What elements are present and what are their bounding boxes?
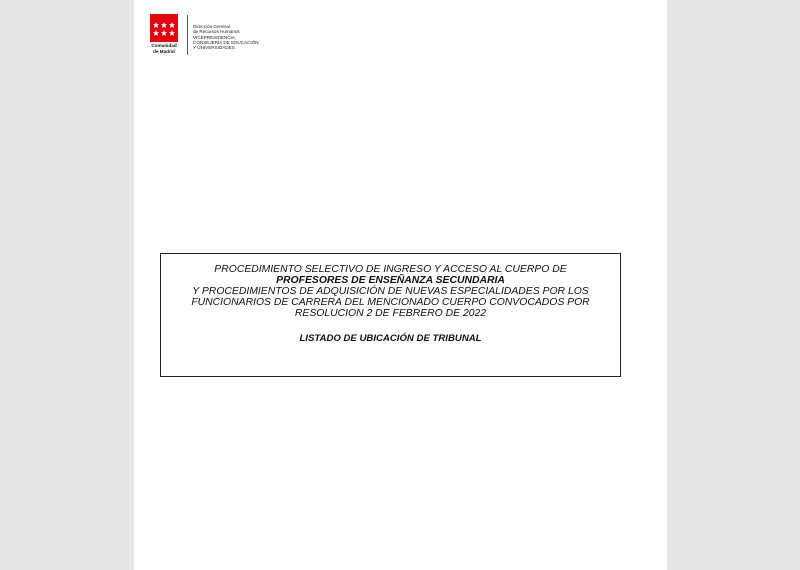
title-line-3: Y PROCEDIMIENTOS DE ADQUISICIÓN DE NUEVAS ESPECIALIDADES POR LOS [192,286,589,297]
logo-divider [187,15,188,55]
dept-line: Dirección General [193,24,230,29]
title-line-4: FUNCIONARIOS DE CARRERA DEL MENCIONADO CUERPO CONVOCADOS POR [191,297,590,308]
dept-line: CONSEJERÍA DE EDUCACIÓN [193,39,259,45]
dept-line: Y UNIVERSIDADES [193,45,235,51]
logo-name-line2: de Madrid [153,48,175,54]
dept-line: VICEPRESIDENCIA, [193,34,237,40]
listing-heading: LISTADO DE UBICACIÓN DE TRIBUNAL [299,333,482,344]
department-name [193,24,283,50]
dept-line: de Recursos Humanos [193,29,240,35]
title-line-5: RESOLUCION 2 DE FEBRERO DE 2022 [294,308,487,319]
title-line-2: PROFESORES DE ENSEÑANZA SECUNDARIA [276,275,505,286]
flag-icon [150,14,178,42]
document-page [134,0,667,570]
title-box [160,253,621,377]
logo-emblem [147,14,181,56]
logo-name-line1: Comunidad [151,43,177,48]
procedure-title [161,264,620,319]
stars-icon [150,14,178,42]
title-line-1: PROCEDIMIENTO SELECTIVO DE INGRESO Y ACCESO AL CUERPO DE [214,264,567,275]
logo-caption [145,43,183,54]
